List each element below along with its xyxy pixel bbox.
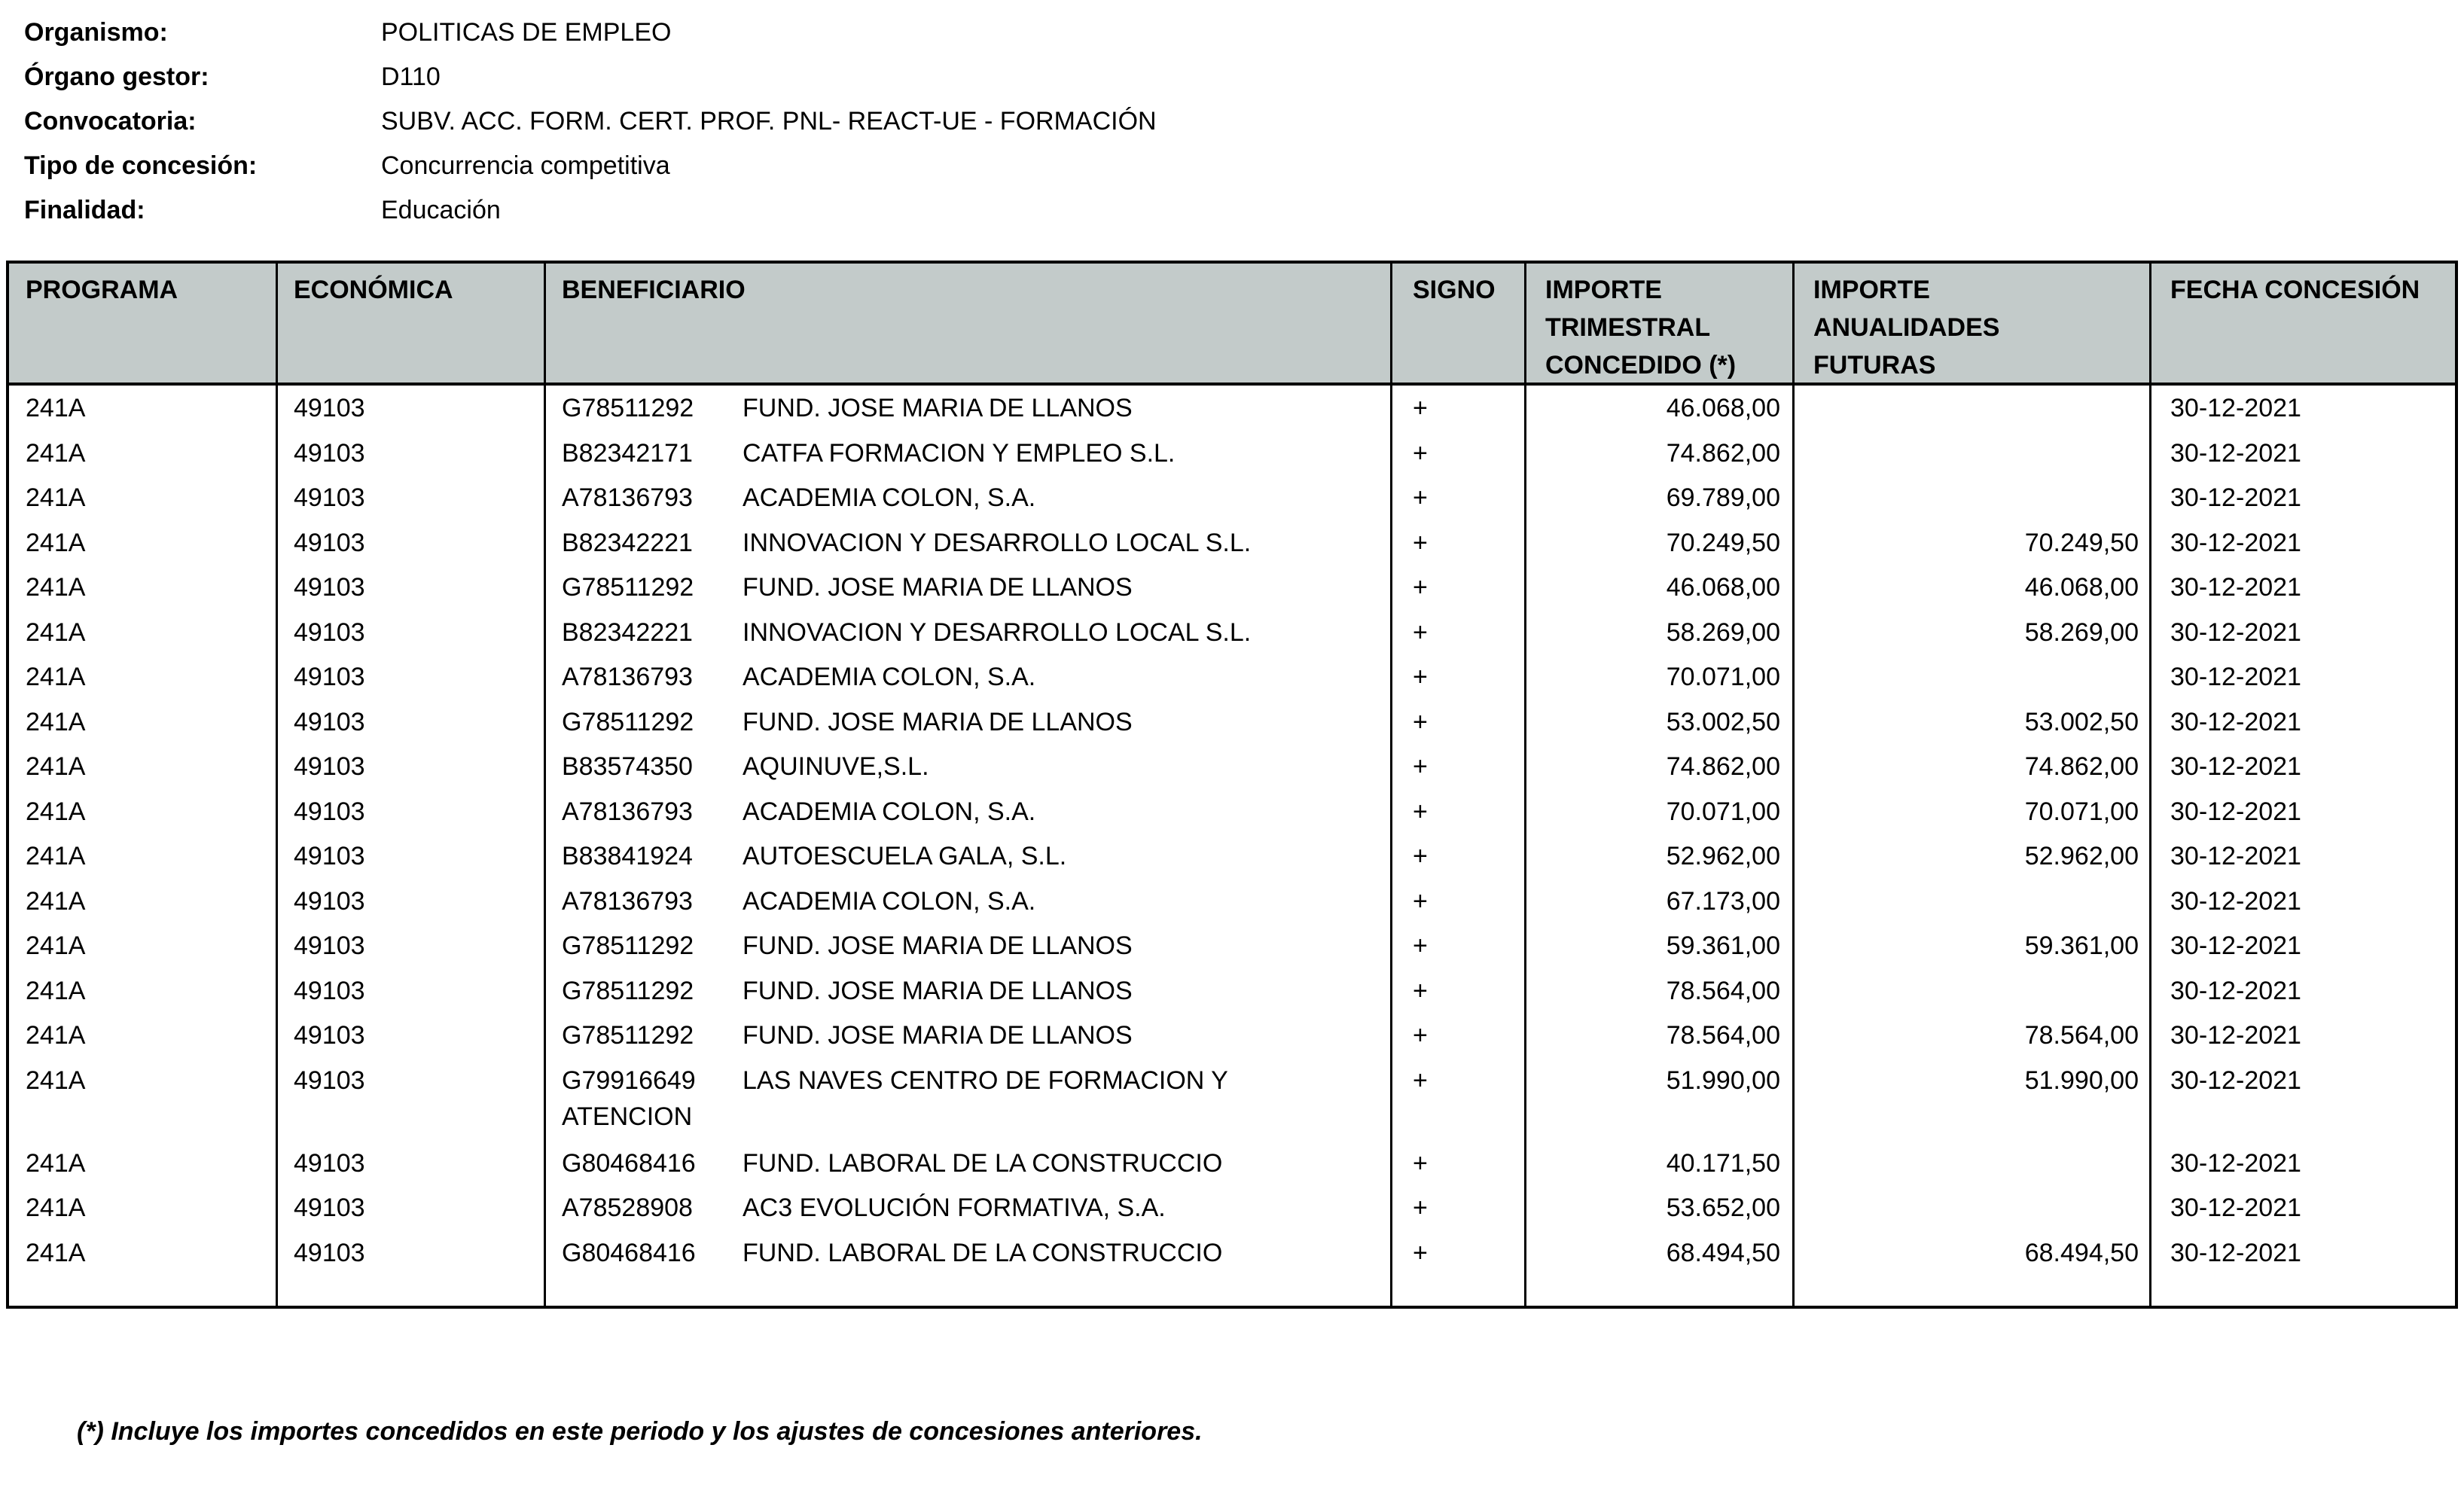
table-body (9, 386, 2455, 1275)
cell-signo: + (1413, 1193, 1428, 1222)
cell-beneficiario (562, 1190, 1383, 1226)
beneficiary-name: FUND. JOSE MARIA DE LLANOS (743, 707, 1133, 736)
cell-beneficiario (562, 704, 1383, 740)
beneficiary-cif: G78511292 (562, 573, 694, 602)
cell-importe-trimestral: 78.564,00 (1666, 976, 1780, 1005)
cell-importe-trimestral: 68.494,50 (1666, 1238, 1780, 1267)
cell-importe-futuras: 58.269,00 (2024, 617, 2139, 647)
cell-beneficiario (562, 794, 1383, 830)
beneficiary-cif: G78511292 (562, 394, 694, 422)
beneficiary-name: FUND. JOSE MARIA DE LLANOS (743, 1021, 1133, 1050)
cell-programa: 241A (26, 394, 86, 422)
cell-beneficiario (562, 525, 1383, 561)
cell-economica: 49103 (294, 886, 365, 916)
cell-importe-trimestral: 58.269,00 (1666, 617, 1780, 647)
cell-beneficiario (562, 1017, 1383, 1053)
beneficiary-name: LAS NAVES CENTRO DE FORMACION Y (743, 1065, 1228, 1095)
cell-fecha: 30-12-2021 (2170, 663, 2301, 691)
cell-programa: 241A (26, 931, 86, 960)
cell-importe-futuras: 68.494,50 (2024, 1238, 2139, 1267)
cell-signo: + (1413, 1148, 1428, 1178)
header-line: CONCEDIDO (*) (1545, 351, 1737, 380)
meta-label: Finalidad: (24, 196, 145, 224)
cell-importe-trimestral: 67.173,00 (1666, 886, 1780, 916)
cell-signo: + (1413, 752, 1428, 781)
beneficiary-name: AUTOESCUELA GALA, S.L. (743, 842, 1067, 870)
beneficiary-cif: G78511292 (562, 931, 694, 960)
table-row (9, 700, 2455, 745)
cell-importe-trimestral: 40.171,50 (1666, 1148, 1780, 1178)
table-header (9, 264, 2455, 386)
cell-programa: 241A (26, 1148, 86, 1178)
cell-fecha: 30-12-2021 (2170, 1238, 2301, 1267)
cell-signo: + (1413, 528, 1428, 557)
beneficiary-cif: A78136793 (562, 797, 693, 826)
cell-fecha: 30-12-2021 (2170, 1148, 2301, 1178)
cell-beneficiario (562, 1062, 1383, 1135)
cell-importe-trimestral: 51.990,00 (1666, 1065, 1780, 1095)
cell-signo: + (1413, 1238, 1428, 1267)
cell-economica: 49103 (294, 707, 365, 736)
table-row (9, 520, 2455, 565)
table-row (9, 789, 2455, 834)
cell-importe-trimestral: 59.361,00 (1666, 931, 1780, 960)
cell-beneficiario (562, 1235, 1383, 1271)
table-row (9, 654, 2455, 700)
cell-fecha: 30-12-2021 (2170, 886, 2301, 916)
cell-economica: 49103 (294, 438, 365, 468)
cell-beneficiario (562, 838, 1383, 874)
beneficiary-cif: B83841924 (562, 842, 693, 870)
cell-fecha: 30-12-2021 (2170, 976, 2301, 1005)
table-row (9, 565, 2455, 610)
cell-fecha: 30-12-2021 (2170, 1193, 2301, 1222)
cell-importe-futuras: 74.862,00 (2024, 752, 2139, 781)
cell-fecha: 30-12-2021 (2170, 1065, 2301, 1095)
table-row (9, 1230, 2455, 1276)
beneficiary-cif: A78528908 (562, 1193, 693, 1222)
cell-importe-futuras: 53.002,50 (2024, 707, 2139, 736)
cell-importe-trimestral: 46.068,00 (1666, 573, 1780, 602)
cell-beneficiario (562, 390, 1383, 426)
cell-signo: + (1413, 797, 1428, 826)
cell-signo: + (1413, 1021, 1428, 1050)
cell-signo: + (1413, 438, 1428, 468)
meta-row-tipo-concesion (24, 144, 1157, 188)
cell-importe-trimestral: 70.071,00 (1666, 797, 1780, 826)
cell-programa: 241A (26, 617, 86, 647)
cell-beneficiario (562, 659, 1383, 695)
beneficiary-cif: G79916649 (562, 1065, 696, 1095)
header-line: IMPORTE (1813, 276, 1930, 304)
beneficiary-cif: G78511292 (562, 976, 694, 1005)
cell-signo: + (1413, 842, 1428, 870)
table-row (9, 1058, 2455, 1141)
cell-economica: 49103 (294, 394, 365, 422)
cell-economica: 49103 (294, 1148, 365, 1178)
cell-economica: 49103 (294, 663, 365, 691)
cell-signo: + (1413, 886, 1428, 916)
cell-importe-futuras: 78.564,00 (2024, 1021, 2139, 1050)
table-row (9, 744, 2455, 789)
cell-economica: 49103 (294, 931, 365, 960)
cell-economica: 49103 (294, 573, 365, 602)
cell-importe-trimestral: 70.249,50 (1666, 528, 1780, 557)
beneficiary-name: ACADEMIA COLON, S.A. (743, 483, 1036, 512)
cell-economica: 49103 (294, 842, 365, 870)
meta-row-finalidad (24, 188, 1157, 233)
cell-economica: 49103 (294, 1065, 365, 1095)
cell-fecha: 30-12-2021 (2170, 573, 2301, 602)
beneficiary-name: ACADEMIA COLON, S.A. (743, 663, 1036, 691)
beneficiary-name: AQUINUVE,S.L. (743, 752, 929, 781)
cell-importe-trimestral: 53.002,50 (1666, 707, 1780, 736)
table-row (9, 1141, 2455, 1186)
header-programa: PROGRAMA (26, 276, 178, 304)
cell-economica: 49103 (294, 752, 365, 781)
header-line: IMPORTE (1545, 276, 1662, 304)
header-line: ANUALIDADES (1813, 313, 2000, 342)
cell-beneficiario (562, 435, 1383, 471)
cell-programa: 241A (26, 483, 86, 512)
cell-signo: + (1413, 573, 1428, 602)
cell-beneficiario (562, 928, 1383, 964)
cell-fecha: 30-12-2021 (2170, 394, 2301, 422)
cell-economica: 49103 (294, 617, 365, 647)
beneficiary-cif: A78136793 (562, 483, 693, 512)
cell-signo: + (1413, 483, 1428, 512)
table-row (9, 431, 2455, 476)
header-line: FUTURAS (1813, 351, 1936, 380)
beneficiary-name: FUND. JOSE MARIA DE LLANOS (743, 976, 1133, 1005)
header-line: TRIMESTRAL (1545, 313, 1711, 342)
meta-value: SUBV. ACC. FORM. CERT. PROF. PNL- REACT-UE - FORMACIÓN (381, 107, 1157, 136)
cell-programa: 241A (26, 528, 86, 557)
header-economica: ECONÓMICA (294, 276, 453, 304)
cell-signo: + (1413, 976, 1428, 1005)
cell-importe-futuras: 52.962,00 (2024, 842, 2139, 870)
cell-fecha: 30-12-2021 (2170, 528, 2301, 557)
document-metadata (24, 11, 1157, 233)
meta-label: Tipo de concesión: (24, 151, 258, 180)
cell-programa: 241A (26, 842, 86, 870)
beneficiary-cif: B83574350 (562, 752, 693, 781)
cell-importe-futuras: 46.068,00 (2024, 573, 2139, 602)
meta-label: Órgano gestor: (24, 62, 209, 91)
cell-fecha: 30-12-2021 (2170, 842, 2301, 870)
beneficiary-name: CATFA FORMACION Y EMPLEO S.L. (743, 438, 1176, 468)
beneficiary-name: ACADEMIA COLON, S.A. (743, 797, 1036, 826)
beneficiary-cif: B82342221 (562, 528, 693, 557)
cell-programa: 241A (26, 752, 86, 781)
header-importe-trimestral (1545, 271, 1736, 384)
meta-value: POLITICAS DE EMPLEO (381, 18, 672, 47)
table-row (9, 923, 2455, 968)
table-row (9, 1013, 2455, 1058)
cell-programa: 241A (26, 663, 86, 691)
cell-beneficiario (562, 480, 1383, 516)
meta-label: Convocatoria: (24, 107, 197, 136)
cell-signo: + (1413, 663, 1428, 691)
meta-row-organismo (24, 11, 1157, 55)
beneficiary-cif: G78511292 (562, 707, 694, 736)
cell-fecha: 30-12-2021 (2170, 707, 2301, 736)
cell-importe-trimestral: 70.071,00 (1666, 663, 1780, 691)
cell-importe-trimestral: 53.652,00 (1666, 1193, 1780, 1222)
cell-importe-trimestral: 46.068,00 (1666, 394, 1780, 422)
beneficiary-name: FUND. JOSE MARIA DE LLANOS (743, 573, 1133, 602)
cell-importe-futuras: 59.361,00 (2024, 931, 2139, 960)
cell-importe-trimestral: 74.862,00 (1666, 752, 1780, 781)
cell-importe-trimestral: 52.962,00 (1666, 842, 1780, 870)
cell-importe-trimestral: 74.862,00 (1666, 438, 1780, 468)
cell-programa: 241A (26, 707, 86, 736)
cell-programa: 241A (26, 438, 86, 468)
beneficiary-cif: A78136793 (562, 663, 693, 691)
cell-economica: 49103 (294, 528, 365, 557)
header-fecha: FECHA CONCESIÓN (2170, 276, 2420, 304)
beneficiary-name: FUND. JOSE MARIA DE LLANOS (743, 931, 1133, 960)
cell-programa: 241A (26, 886, 86, 916)
beneficiary-cif: A78136793 (562, 886, 693, 916)
cell-fecha: 30-12-2021 (2170, 617, 2301, 647)
table-row (9, 610, 2455, 655)
cell-fecha: 30-12-2021 (2170, 438, 2301, 468)
cell-programa: 241A (26, 976, 86, 1005)
cell-beneficiario (562, 614, 1383, 651)
cell-fecha: 30-12-2021 (2170, 752, 2301, 781)
cell-signo: + (1413, 707, 1428, 736)
table-row (9, 879, 2455, 924)
beneficiary-name: FUND. JOSE MARIA DE LLANOS (743, 394, 1133, 422)
cell-signo: + (1413, 931, 1428, 960)
cell-importe-futuras: 70.071,00 (2024, 797, 2139, 826)
cell-fecha: 30-12-2021 (2170, 1021, 2301, 1050)
beneficiary-cif: B82342221 (562, 617, 693, 647)
header-beneficiario: BENEFICIARIO (562, 276, 746, 304)
beneficiary-name: FUND. LABORAL DE LA CONSTRUCCIO (743, 1238, 1223, 1267)
cell-economica: 49103 (294, 1238, 365, 1267)
cell-fecha: 30-12-2021 (2170, 483, 2301, 512)
beneficiary-name: AC3 EVOLUCIÓN FORMATIVA, S.A. (743, 1193, 1166, 1222)
meta-label: Organismo: (24, 18, 168, 47)
cell-economica: 49103 (294, 1021, 365, 1050)
beneficiary-cif: B82342171 (562, 438, 693, 468)
meta-value: D110 (381, 62, 441, 91)
beneficiary-name: FUND. LABORAL DE LA CONSTRUCCIO (743, 1148, 1223, 1178)
cell-importe-futuras: 51.990,00 (2024, 1065, 2139, 1095)
cell-programa: 241A (26, 1021, 86, 1050)
cell-beneficiario (562, 1145, 1383, 1181)
cell-programa: 241A (26, 1065, 86, 1095)
meta-row-organo-gestor (24, 55, 1157, 99)
cell-fecha: 30-12-2021 (2170, 797, 2301, 826)
cell-economica: 49103 (294, 976, 365, 1005)
cell-importe-trimestral: 69.789,00 (1666, 483, 1780, 512)
cell-programa: 241A (26, 1193, 86, 1222)
beneficiary-name: INNOVACION Y DESARROLLO LOCAL S.L. (743, 528, 1252, 557)
beneficiary-name-continued: ATENCION (562, 1102, 693, 1131)
cell-signo: + (1413, 1065, 1428, 1095)
meta-row-convocatoria (24, 99, 1157, 144)
cell-economica: 49103 (294, 483, 365, 512)
beneficiary-name: ACADEMIA COLON, S.A. (743, 886, 1036, 916)
cell-beneficiario (562, 748, 1383, 785)
cell-importe-futuras: 70.249,50 (2024, 528, 2139, 557)
beneficiary-cif: G78511292 (562, 1021, 694, 1050)
cell-signo: + (1413, 617, 1428, 647)
table-row (9, 1185, 2455, 1230)
meta-value: Concurrencia competitiva (381, 151, 670, 180)
table-row (9, 834, 2455, 879)
beneficiary-cif: G80468416 (562, 1148, 696, 1178)
cell-economica: 49103 (294, 797, 365, 826)
cell-programa: 241A (26, 1238, 86, 1267)
footnote: (*) Incluye los importes concedidos en este periodo y los ajustes de concesiones anteriores. (77, 1417, 1203, 1446)
header-importe-anualidades (1813, 271, 1999, 384)
grants-table (6, 261, 2458, 1309)
cell-beneficiario (562, 883, 1383, 919)
cell-fecha: 30-12-2021 (2170, 931, 2301, 960)
beneficiary-name: INNOVACION Y DESARROLLO LOCAL S.L. (743, 617, 1252, 647)
header-signo: SIGNO (1413, 276, 1496, 304)
cell-beneficiario (562, 569, 1383, 605)
cell-programa: 241A (26, 573, 86, 602)
table-row (9, 968, 2455, 1014)
cell-signo: + (1413, 394, 1428, 422)
meta-value: Educación (381, 196, 501, 224)
cell-economica: 49103 (294, 1193, 365, 1222)
beneficiary-cif: G80468416 (562, 1238, 696, 1267)
cell-importe-trimestral: 78.564,00 (1666, 1021, 1780, 1050)
table-row (9, 475, 2455, 520)
cell-programa: 241A (26, 797, 86, 826)
cell-beneficiario (562, 973, 1383, 1009)
table-row (9, 386, 2455, 431)
